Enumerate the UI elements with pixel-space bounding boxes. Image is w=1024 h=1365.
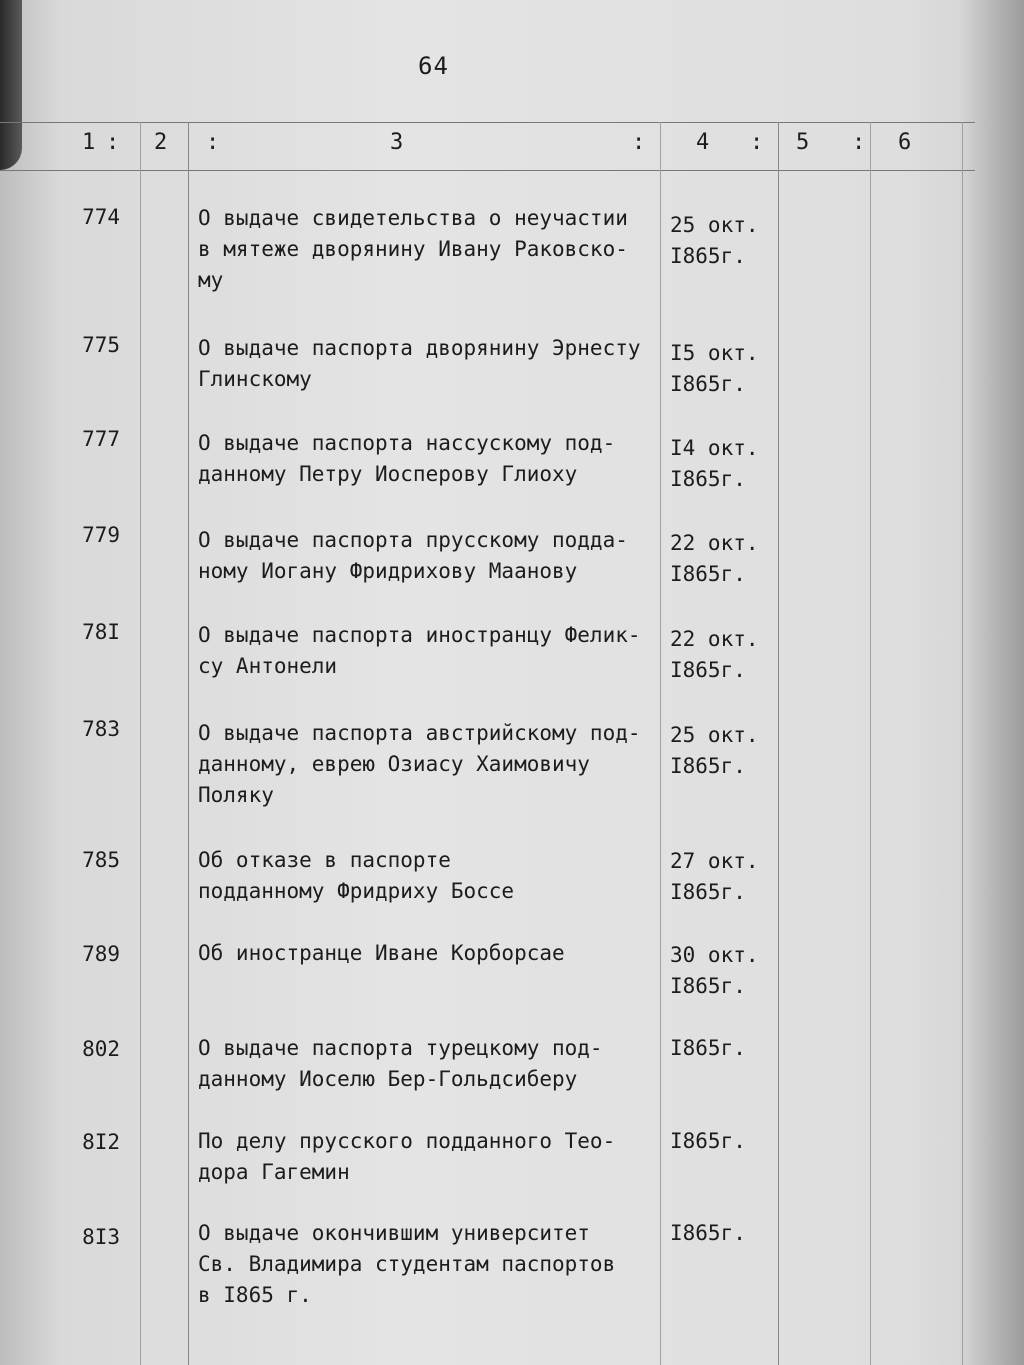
entry-date: 22 окт. I865г. <box>670 531 759 586</box>
entry-number: 777 <box>82 427 120 451</box>
column-separator: : <box>206 130 220 155</box>
entry-number: 8I2 <box>82 1130 120 1154</box>
entry-title: О выдаче паспорта прусскому подда- ному Иогану Фридрихову Маанову <box>198 528 628 583</box>
entry-date: 27 окт. I865г. <box>670 849 759 904</box>
entry-number: 779 <box>82 523 120 547</box>
entry-title: О выдаче паспорта нассускому под- данному Петру Иосперову Глиоху <box>198 431 616 486</box>
entry-title: О выдаче паспорта дворянину Эрнесту Глинскому <box>198 336 641 391</box>
column-header-2: 2 <box>154 130 168 155</box>
column-rule <box>140 122 141 1365</box>
entry-title: О выдаче паспорта австрийскому под- данному, еврею Озиасу Хаимовичу Поляку <box>198 721 641 807</box>
entry-date: 25 окт. I865г. <box>670 723 759 778</box>
entry-title: По делу прусского подданного Тео- дора Гагемин <box>198 1129 616 1184</box>
column-header-1: 1 <box>82 130 96 155</box>
entry-title: О выдаче окончившим университет Св. Владимира студентам паспортов в I865 г. <box>198 1221 616 1307</box>
column-header-3: 3 <box>390 130 404 155</box>
entry-number: 775 <box>82 333 120 357</box>
column-header-5: 5 <box>796 130 810 155</box>
page-number: 64 <box>418 52 449 80</box>
entry-date: I5 окт. I865г. <box>670 341 759 396</box>
entry-title: О выдаче паспорта турецкому под- данному Иоселю Бер-Гольдсиберу <box>198 1036 603 1091</box>
column-rule <box>870 122 871 1365</box>
column-separator: : <box>750 130 764 155</box>
entry-date: 25 окт. I865г. <box>670 213 759 268</box>
column-separator: : <box>632 130 646 155</box>
entry-date: I865г. <box>670 1221 746 1245</box>
entry-number: 783 <box>82 717 120 741</box>
entry-date: I4 окт. I865г. <box>670 436 759 491</box>
header-bottom-rule <box>0 170 975 171</box>
entry-date: 22 окт. I865г. <box>670 627 759 682</box>
entry-date: I865г. <box>670 1036 746 1060</box>
entry-title: Об иностранце Иване Корборсае <box>198 941 565 965</box>
entry-number: 8I3 <box>82 1225 120 1249</box>
entry-number: 785 <box>82 848 120 872</box>
column-header-6: 6 <box>898 130 912 155</box>
page-stack-edge <box>960 0 1024 1365</box>
entry-number: 789 <box>82 942 120 966</box>
entry-title: О выдаче свидетельства о неучастии в мятеже дворянину Ивану Раковско- му <box>198 206 628 292</box>
header-top-rule <box>0 122 975 123</box>
entry-number: 802 <box>82 1037 120 1061</box>
entry-number: 78I <box>82 620 120 644</box>
entry-title: О выдаче паспорта иностранцу Фелик- су Антонели <box>198 623 641 678</box>
column-separator: : <box>852 130 866 155</box>
column-header-4: 4 <box>696 130 710 155</box>
column-rule <box>188 122 189 1365</box>
entry-date: I865г. <box>670 1129 746 1153</box>
entry-number: 774 <box>82 205 120 229</box>
entry-title: Об отказе в паспорте подданному Фридриху Боссе <box>198 848 515 903</box>
entry-date: 30 окт. I865г. <box>670 943 759 998</box>
column-separator: : <box>106 130 120 155</box>
binder-edge <box>0 0 22 170</box>
column-rule <box>962 122 963 1365</box>
